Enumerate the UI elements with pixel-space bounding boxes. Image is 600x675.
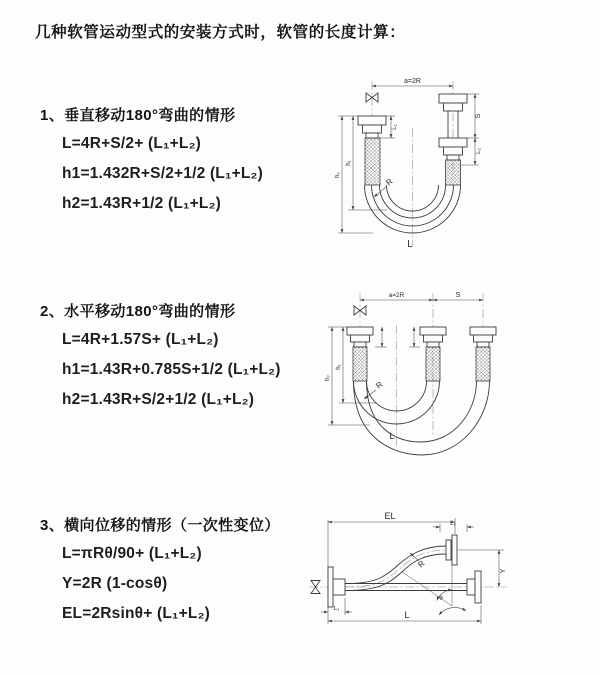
dim-label-h1: h₁ xyxy=(336,364,342,370)
dim-label-a2r: a=2R xyxy=(404,78,421,85)
section-heading: 2、水平移动180°弯曲的情形 xyxy=(40,303,236,320)
section-vertical-180 xyxy=(40,104,340,234)
formula-line: h2=1.43R+S/2+1/2 (L₁+L₂) xyxy=(62,391,255,408)
dim-label-r: R xyxy=(416,558,427,570)
formula-line: EL=2Rsinθ+ (L₁+L₂) xyxy=(62,605,211,622)
dim-label-l2: L₂ xyxy=(450,521,456,527)
dim-label-a2r: a=2R xyxy=(388,292,405,299)
dim-label-l: L xyxy=(389,431,395,441)
dimension-lines xyxy=(328,300,483,425)
formula-line: L=4R+S/2+ (L₁+L₂) xyxy=(62,135,202,152)
dim-label-y: Y xyxy=(500,568,507,574)
right-pipe-assembly xyxy=(439,94,467,185)
dim-label-r: R xyxy=(374,379,385,391)
formula-line: Y=2R (1-cosθ) xyxy=(62,575,168,592)
dim-label-s: S xyxy=(475,113,482,119)
section-heading: 3、横向位移的情形（一次性变位） xyxy=(40,517,280,534)
left-pipe-assembly xyxy=(358,116,386,185)
hose-u-curves xyxy=(354,381,490,455)
diagram-vertical-180-bend xyxy=(315,70,585,260)
formula-line: h2=1.43R+1/2 (L₁+L₂) xyxy=(62,195,222,212)
centerlines xyxy=(372,81,453,246)
dim-label-h2: h₂ xyxy=(325,375,331,381)
dim-label-r: R xyxy=(384,176,395,188)
dim-label-s: S xyxy=(455,292,461,299)
formula-line: h1=1.432R+S/2+1/2 (L₁+L₂) xyxy=(62,165,263,182)
dim-label-l2: L₂ xyxy=(476,148,482,154)
dim-label-h2: h₂ xyxy=(335,172,341,178)
left-pipe-assembly xyxy=(347,327,373,381)
middle-pipe-assembly xyxy=(420,327,446,381)
formula-line: h1=1.43R+0.785S+1/2 (L₁+L₂) xyxy=(62,361,281,378)
section-heading: 1、垂直移动180°弯曲的情形 xyxy=(40,107,236,124)
page-title: 几种软管运动型式的安装方式时，软管的长度计算： xyxy=(35,24,406,41)
diagram-lateral-displacement xyxy=(295,508,595,638)
section-horizontal-180 xyxy=(40,300,340,430)
dim-label-theta: θ xyxy=(439,595,443,602)
formula-line: L=4R+1.57S+ (L₁+L₂) xyxy=(62,331,219,348)
right-pipe-assembly xyxy=(470,327,496,381)
dim-label-l: L xyxy=(404,610,410,620)
dim-label-l1: L₁ xyxy=(392,124,398,130)
dim-label-el: EL xyxy=(384,511,396,521)
dim-label-h1: h₁ xyxy=(346,160,352,166)
upper-flange-assembly xyxy=(446,535,457,565)
dim-label-l: L xyxy=(407,239,413,250)
left-flange-assembly xyxy=(328,567,345,607)
centerlines xyxy=(360,293,483,447)
formula-line: L=πRθ/90+ (L₁+L₂) xyxy=(62,545,202,562)
dim-label-l1: L₁ xyxy=(333,606,340,612)
diagram-horizontal-180-bend xyxy=(310,285,590,460)
